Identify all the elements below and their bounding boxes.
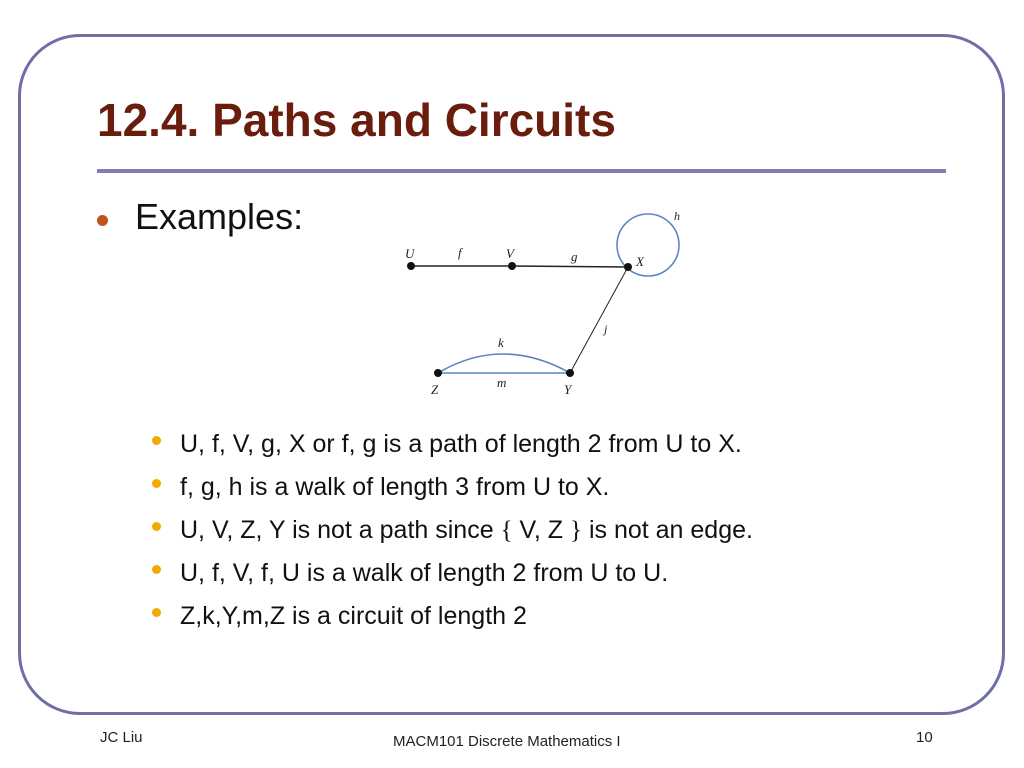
sub-bullet-text — [180, 510, 753, 551]
vertex-v — [508, 262, 516, 270]
sub-bullet-text: U, f, V, f, U is a walk of length 2 from U to U. — [180, 559, 669, 587]
edge-label-m: m — [497, 375, 507, 390]
vertex-z — [434, 369, 442, 377]
slide-title: 12.4. Paths and Circuits — [97, 94, 616, 146]
edge-j — [570, 267, 628, 373]
sub-bullet-text-after: is not an edge. — [582, 516, 753, 544]
edge-k — [438, 354, 570, 373]
brace-close: } — [570, 517, 582, 544]
vertex-label-x: X — [636, 254, 644, 269]
footer-page-number: 10 — [916, 729, 933, 746]
vertex-label-z: Z — [431, 382, 439, 397]
vertex-y — [566, 369, 574, 377]
title-divider — [97, 169, 946, 173]
edge-label-f: f — [458, 245, 462, 260]
vertex-label-u: U — [405, 246, 415, 261]
edge-g — [512, 266, 628, 267]
sub-bullet-dot-icon — [152, 565, 161, 574]
sub-bullet-dot-icon — [152, 436, 161, 445]
bullet-dot-icon — [97, 215, 108, 226]
graph-diagram — [396, 205, 696, 400]
brace-open: { — [500, 517, 513, 544]
sub-bullet-list — [150, 424, 950, 639]
set-contents: V, Z — [512, 516, 570, 544]
list-item — [150, 510, 950, 553]
list-item — [150, 467, 950, 510]
sub-bullet-dot-icon — [152, 479, 161, 488]
vertex-label-v: V — [506, 246, 514, 261]
footer-course: MACM101 Discrete Mathematics I — [393, 733, 621, 750]
sub-bullet-dot-icon — [152, 608, 161, 617]
edge-label-h: h — [674, 209, 680, 223]
sub-bullet-text-before: U, V, Z, Y is not a path since — [180, 516, 501, 544]
sub-bullet-text: U, f, V, g, X or f, g is a path of length 2 from U to X. — [180, 430, 742, 458]
edge-label-j: j — [604, 322, 608, 336]
sub-bullet-text: Z,k,Y,m,Z is a circuit of length 2 — [180, 602, 527, 630]
vertex-label-y: Y — [564, 382, 572, 397]
main-bullet-text: Examples: — [135, 196, 304, 237]
vertex-u — [407, 262, 415, 270]
edge-label-k: k — [498, 335, 504, 350]
edge-label-g: g — [571, 249, 578, 264]
list-item — [150, 424, 950, 467]
list-item — [150, 596, 950, 639]
sub-bullet-text: f, g, h is a walk of length 3 from U to X. — [180, 473, 610, 501]
footer-author: JC Liu — [100, 729, 143, 746]
vertex-x — [624, 263, 632, 271]
list-item — [150, 553, 950, 596]
sub-bullet-dot-icon — [152, 522, 161, 531]
